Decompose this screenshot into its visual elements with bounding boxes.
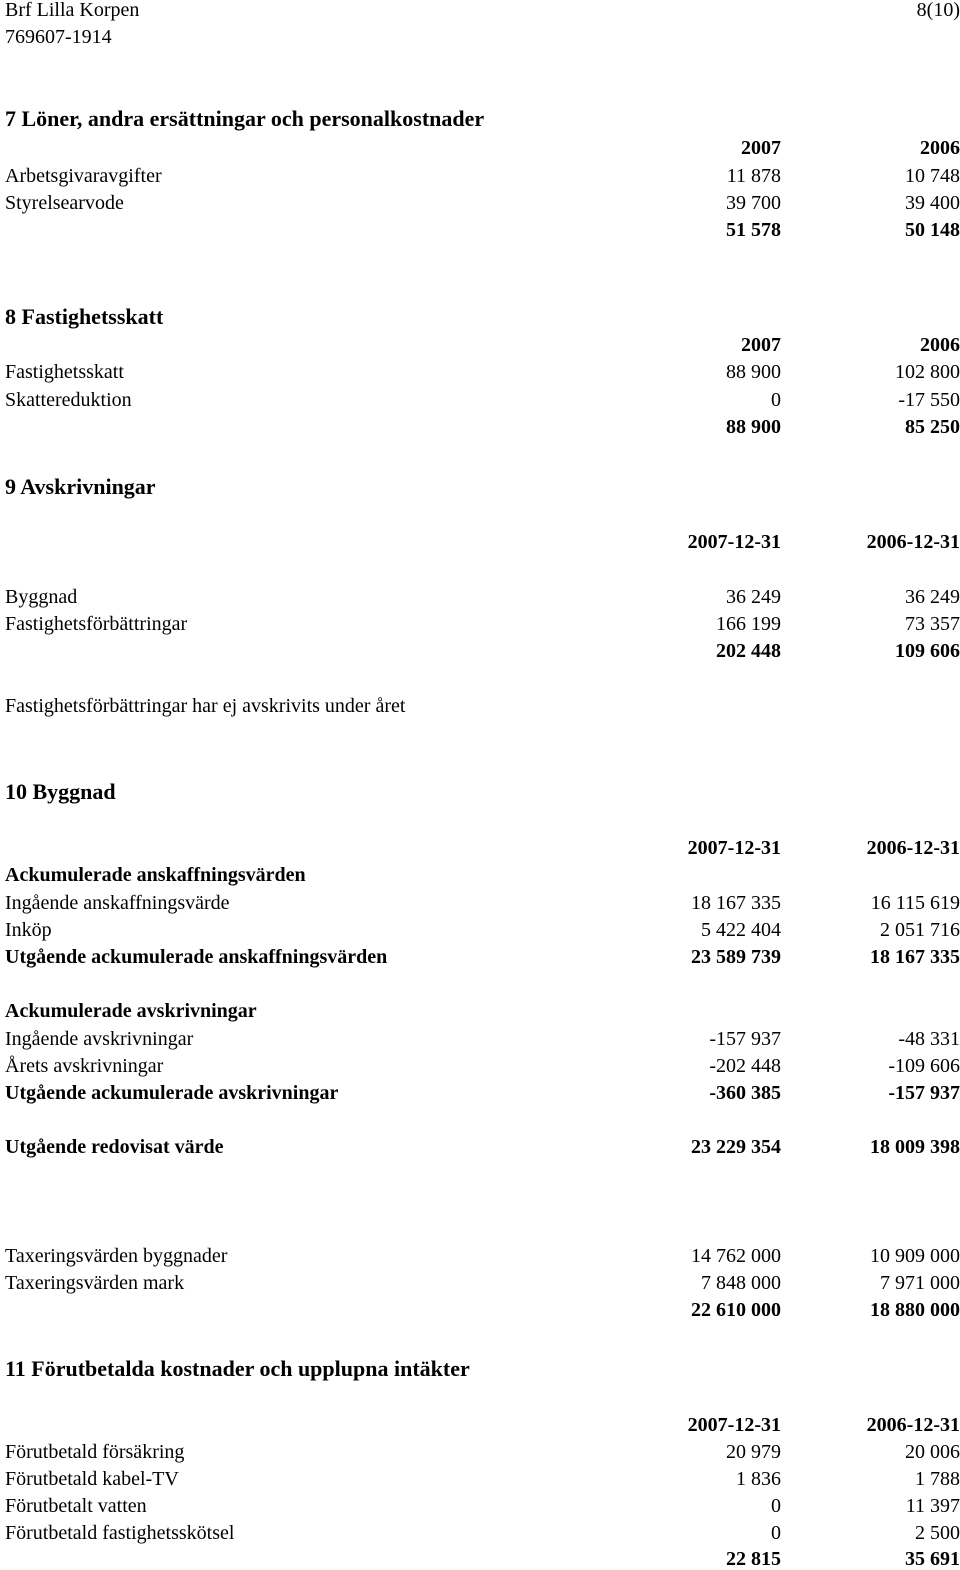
acquisition-row-label: Inköp <box>5 919 52 941</box>
note7-col1-header: 2007 <box>741 137 781 159</box>
note7-row-label: Styrelsearvode <box>5 192 124 214</box>
depreciation-row-value-2007: -157 937 <box>709 1028 781 1050</box>
note8-row-label: Fastighetsskatt <box>5 361 124 383</box>
note11-row-value-2007: 0 <box>771 1522 781 1544</box>
note8-col1-header: 2007 <box>741 334 781 356</box>
note11-row-label: Förutbetald försäkring <box>5 1441 185 1463</box>
depreciation-total-2006: -157 937 <box>888 1082 960 1104</box>
note9-row-value-2007: 36 249 <box>726 586 781 608</box>
note11-row-value-2006: 11 397 <box>905 1495 960 1517</box>
note9-comment: Fastighetsförbättringar har ej avskrivits under året <box>5 695 406 717</box>
note11-title: 11 Förutbetalda kostnader och upplupna intäkter <box>5 1356 470 1381</box>
note11-col1-header: 2007-12-31 <box>687 1414 781 1436</box>
note11-row-label: Förutbetald fastighetsskötsel <box>5 1522 235 1544</box>
note9-row-value-2006: 73 357 <box>905 613 960 635</box>
note11-col2-header: 2006-12-31 <box>866 1414 960 1436</box>
depreciation-total-label: Utgående ackumulerade avskrivningar <box>5 1082 339 1104</box>
note7-row-value-2006: 10 748 <box>905 165 960 187</box>
note8-title: 8 Fastighetsskatt <box>5 304 164 329</box>
depreciation-row-value-2007: -202 448 <box>709 1055 781 1077</box>
acquisition-row-value-2006: 2 051 716 <box>880 919 960 941</box>
note11-row-value-2007: 0 <box>771 1495 781 1517</box>
note7-row-value-2007: 39 700 <box>726 192 781 214</box>
note8-total-2007: 88 900 <box>726 416 781 438</box>
note9-row-value-2007: 166 199 <box>716 613 781 635</box>
org-number: 769607-1914 <box>5 26 112 48</box>
note9-row-value-2006: 36 249 <box>905 586 960 608</box>
depreciation-row-value-2006: -48 331 <box>898 1028 960 1050</box>
note11-total-2006: 35 691 <box>905 1548 960 1570</box>
note11-row-value-2006: 2 500 <box>915 1522 960 1544</box>
note8-row-value-2007: 88 900 <box>726 361 781 383</box>
depreciation-row-label: Årets avskrivningar <box>5 1055 164 1077</box>
note11-row-value-2006: 20 006 <box>905 1441 960 1463</box>
note9-total-2007: 202 448 <box>716 640 781 662</box>
depreciation-row-value-2006: -109 606 <box>888 1055 960 1077</box>
note7-row-value-2007: 11 878 <box>726 165 781 187</box>
acquisition-row-value-2007: 18 167 335 <box>691 892 781 914</box>
note7-row-value-2006: 39 400 <box>905 192 960 214</box>
depreciation-total-2007: -360 385 <box>709 1082 781 1104</box>
note11-row-label: Förutbetalt vatten <box>5 1495 147 1517</box>
tax-value-row-2006: 10 909 000 <box>870 1245 960 1267</box>
note8-row-value-2007: 0 <box>771 389 781 411</box>
book-value-label: Utgående redovisat värde <box>5 1136 224 1158</box>
tax-value-total-2006: 18 880 000 <box>870 1299 960 1321</box>
note9-row-label: Fastighetsförbättringar <box>5 613 188 635</box>
acquisition-row-value-2006: 16 115 619 <box>870 892 960 914</box>
note8-total-2006: 85 250 <box>905 416 960 438</box>
note8-col2-header: 2006 <box>920 334 960 356</box>
note7-row-label: Arbetsgivaravgifter <box>5 165 162 187</box>
acquisition-heading: Ackumulerade anskaffningsvärden <box>5 864 306 886</box>
org-name: Brf Lilla Korpen <box>5 0 140 21</box>
note9-row-label: Byggnad <box>5 586 78 608</box>
book-value-2006: 18 009 398 <box>870 1136 960 1158</box>
note8-row-value-2006: 102 800 <box>895 361 960 383</box>
note9-title: 9 Avskrivningar <box>5 474 156 499</box>
depreciation-row-label: Ingående avskrivningar <box>5 1028 194 1050</box>
tax-value-row-2006: 7 971 000 <box>880 1272 960 1294</box>
depreciation-heading: Ackumulerade avskrivningar <box>5 1000 257 1022</box>
note11-row-value-2007: 1 836 <box>736 1468 781 1490</box>
note9-col2-header: 2006-12-31 <box>866 531 960 553</box>
note11-row-label: Förutbetald kabel-TV <box>5 1468 179 1490</box>
note11-row-value-2006: 1 788 <box>915 1468 960 1490</box>
note9-col1-header: 2007-12-31 <box>687 531 781 553</box>
book-value-2007: 23 229 354 <box>691 1136 781 1158</box>
tax-value-total-2007: 22 610 000 <box>691 1299 781 1321</box>
note10-col2-header: 2006-12-31 <box>866 837 960 859</box>
acquisition-row-label: Ingående anskaffningsvärde <box>5 892 230 914</box>
tax-value-row-2007: 7 848 000 <box>701 1272 781 1294</box>
note7-title: 7 Löner, andra ersättningar och personalkostnader <box>5 106 485 131</box>
note11-row-value-2007: 20 979 <box>726 1441 781 1463</box>
page-number: 8(10) <box>916 0 960 21</box>
tax-value-row-label: Taxeringsvärden mark <box>5 1272 185 1294</box>
acquisition-total-2006: 18 167 335 <box>870 946 960 968</box>
note9-total-2006: 109 606 <box>895 640 960 662</box>
note7-total-2006: 50 148 <box>905 219 960 241</box>
acquisition-row-value-2007: 5 422 404 <box>701 919 781 941</box>
tax-value-row-2007: 14 762 000 <box>691 1245 781 1267</box>
note11-total-2007: 22 815 <box>726 1548 781 1570</box>
note7-col2-header: 2006 <box>920 137 960 159</box>
acquisition-total-label: Utgående ackumulerade anskaffningsvärden <box>5 946 388 968</box>
note7-total-2007: 51 578 <box>726 219 781 241</box>
tax-value-row-label: Taxeringsvärden byggnader <box>5 1245 228 1267</box>
note8-row-label: Skattereduktion <box>5 389 132 411</box>
note10-title: 10 Byggnad <box>5 779 116 804</box>
note10-col1-header: 2007-12-31 <box>687 837 781 859</box>
note8-row-value-2006: -17 550 <box>898 389 960 411</box>
acquisition-total-2007: 23 589 739 <box>691 946 781 968</box>
